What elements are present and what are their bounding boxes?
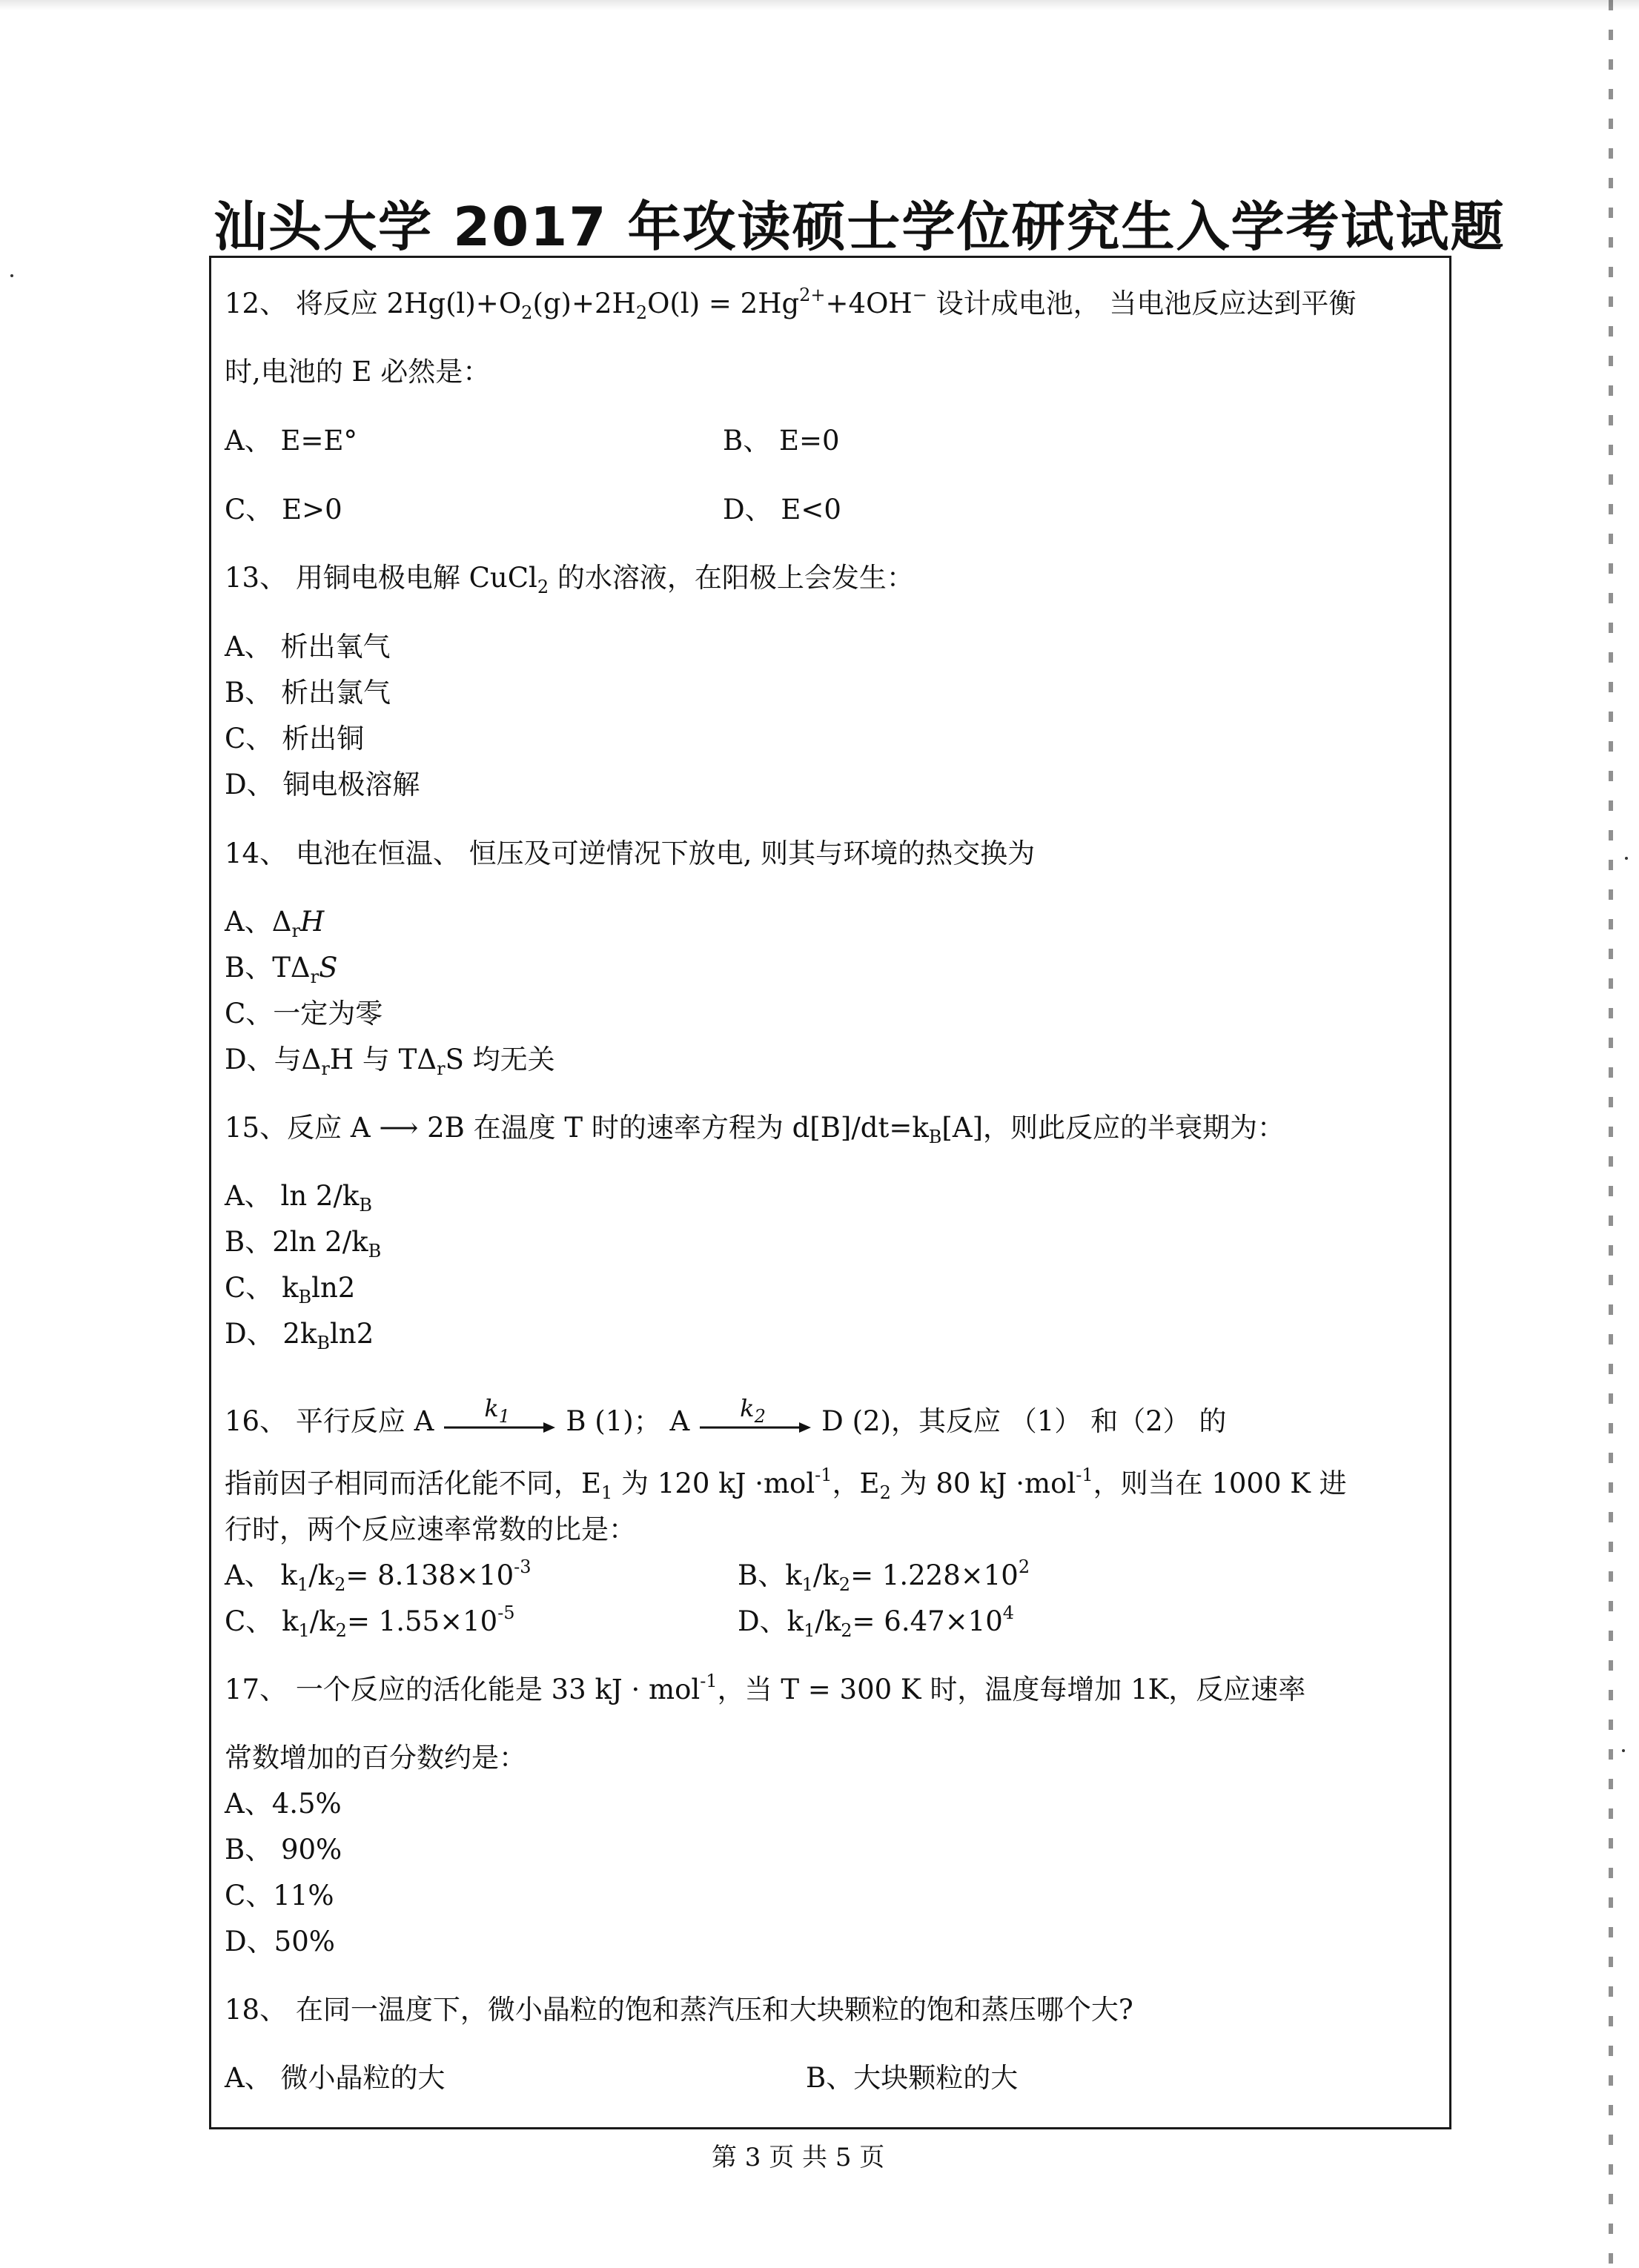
exam-title: 汕头大学 2017 年攻读硕士学位研究生入学考试试题 (213, 196, 1506, 258)
q13-option-c: C、 析出铜 (225, 723, 365, 755)
q15-option-b: B、2ln $2/k_B$ (225, 1226, 382, 1261)
scan-speck (1625, 857, 1628, 860)
q16-option-b: B、$k_1/k_2= 1.228\times 10^2$ (738, 1556, 1030, 1595)
q13-option-b: B、 析出氯气 (225, 677, 391, 709)
q15-stem: 15、反应 A ⟶ 2B 在温度 T 时的速率方程为 $d[B]/dt=k_B[A]$，则此反应的半衰期为： (225, 1112, 1285, 1147)
q16-option-d: D、$k_1/k_2= 6.47\times 10^4$ (738, 1602, 1015, 1641)
q13-option-a: A、 析出氧气 (225, 631, 391, 663)
q16-option-a: A、 $k_1/k_2= 8.138\times 10^{-3}$ (225, 1556, 532, 1595)
scan-top-edge (0, 0, 1639, 10)
q13-option-d: D、 铜电极溶解 (225, 769, 420, 800)
q17-stem-line2: 常数增加的百分数约是： (225, 1742, 526, 1774)
q18-option-b: B、大块颗粒的大 (806, 2062, 1019, 2094)
q12-stem-line2: 时,电池的 E 必然是： (225, 356, 491, 388)
q15-option-a: A、 $\ln 2/k_B$ (225, 1180, 372, 1216)
q16-option-c: C、 $k_1/k_2= 1.55\times 10^{-5}$ (225, 1602, 515, 1641)
question-frame (209, 256, 1451, 2129)
q12-option-a: A、 E=E° (225, 425, 358, 457)
q14-option-a: A、$\Delta_rH$ (225, 906, 325, 941)
q17-option-b: B、 90% (225, 1834, 342, 1866)
q13-stem: 13、 用铜电极电解 CuCl$_2$ 的水溶液，在阳极上会发生： (225, 562, 914, 597)
scan-speck (10, 274, 13, 277)
q17-stem: 17、 一个反应的活化能是 33 kJ · mol$^{-1}$，当 T = 300 K 时，温度每增加 1K，反应速率 (225, 1671, 1306, 1705)
q16-stem-line2: 指前因子相同而活化能不同，$E_1$ 为 120 kJ ·mol$^{-1}$，$E_2$ 为 80 kJ ·mol$^{-1}$，则当在 1000 K 进 (225, 1465, 1347, 1503)
q17-option-c: C、11% (225, 1880, 334, 1911)
reaction-arrow-k2: $k_2$ (700, 1405, 811, 1438)
q12-option-d: D、 E<0 (723, 494, 841, 525)
reaction-arrow-k1: $k_1$ (444, 1405, 555, 1438)
q14-option-c: C、一定为零 (225, 998, 383, 1029)
q14-option-b: B、$T\Delta_rS$ (225, 952, 338, 987)
q17-option-a: A、4.5% (225, 1788, 342, 1820)
q12-option-b: B、 E=0 (723, 425, 840, 457)
q12-stem: 12、 将反应 $2Hg(l)+O_2(g)+2H_2O(l) = 2Hg^{2+}+4OH^-$ 设计成电池， 当电池反应达到平衡 (225, 285, 1357, 323)
scan-right-edge (1609, 0, 1613, 2268)
page-number-footer: 第 3 页 共 5 页 (712, 2143, 885, 2172)
q16-stem: 16、 平行反应 A $k_1$ B (1)； A $k_2$ D (2)，其反应 （1） 和（2） 的 (225, 1394, 1227, 1437)
q18-option-a: A、 微小晶粒的大 (225, 2062, 446, 2094)
q12-option-c: C、 E>0 (225, 494, 342, 525)
q15-option-d: D、 $2k_B\ln 2$ (225, 1318, 374, 1353)
q14-option-d: D、与$\Delta_rH$ 与 $T\Delta_rS$ 均无关 (225, 1044, 555, 1079)
q17-option-d: D、50% (225, 1926, 335, 1957)
q18-stem: 18、 在同一温度下，微小晶粒的饱和蒸汽压和大块颗粒的饱和蒸压哪个大? (225, 1994, 1133, 2026)
scan-speck (1622, 1749, 1625, 1752)
q15-option-c: C、 $k_B\ln 2$ (225, 1272, 356, 1307)
q16-stem-line3: 行时，两个反应速率常数的比是： (225, 1513, 636, 1545)
q14-stem: 14、 电池在恒温、 恒压及可逆情况下放电, 则其与环境的热交换为 (225, 838, 1036, 869)
